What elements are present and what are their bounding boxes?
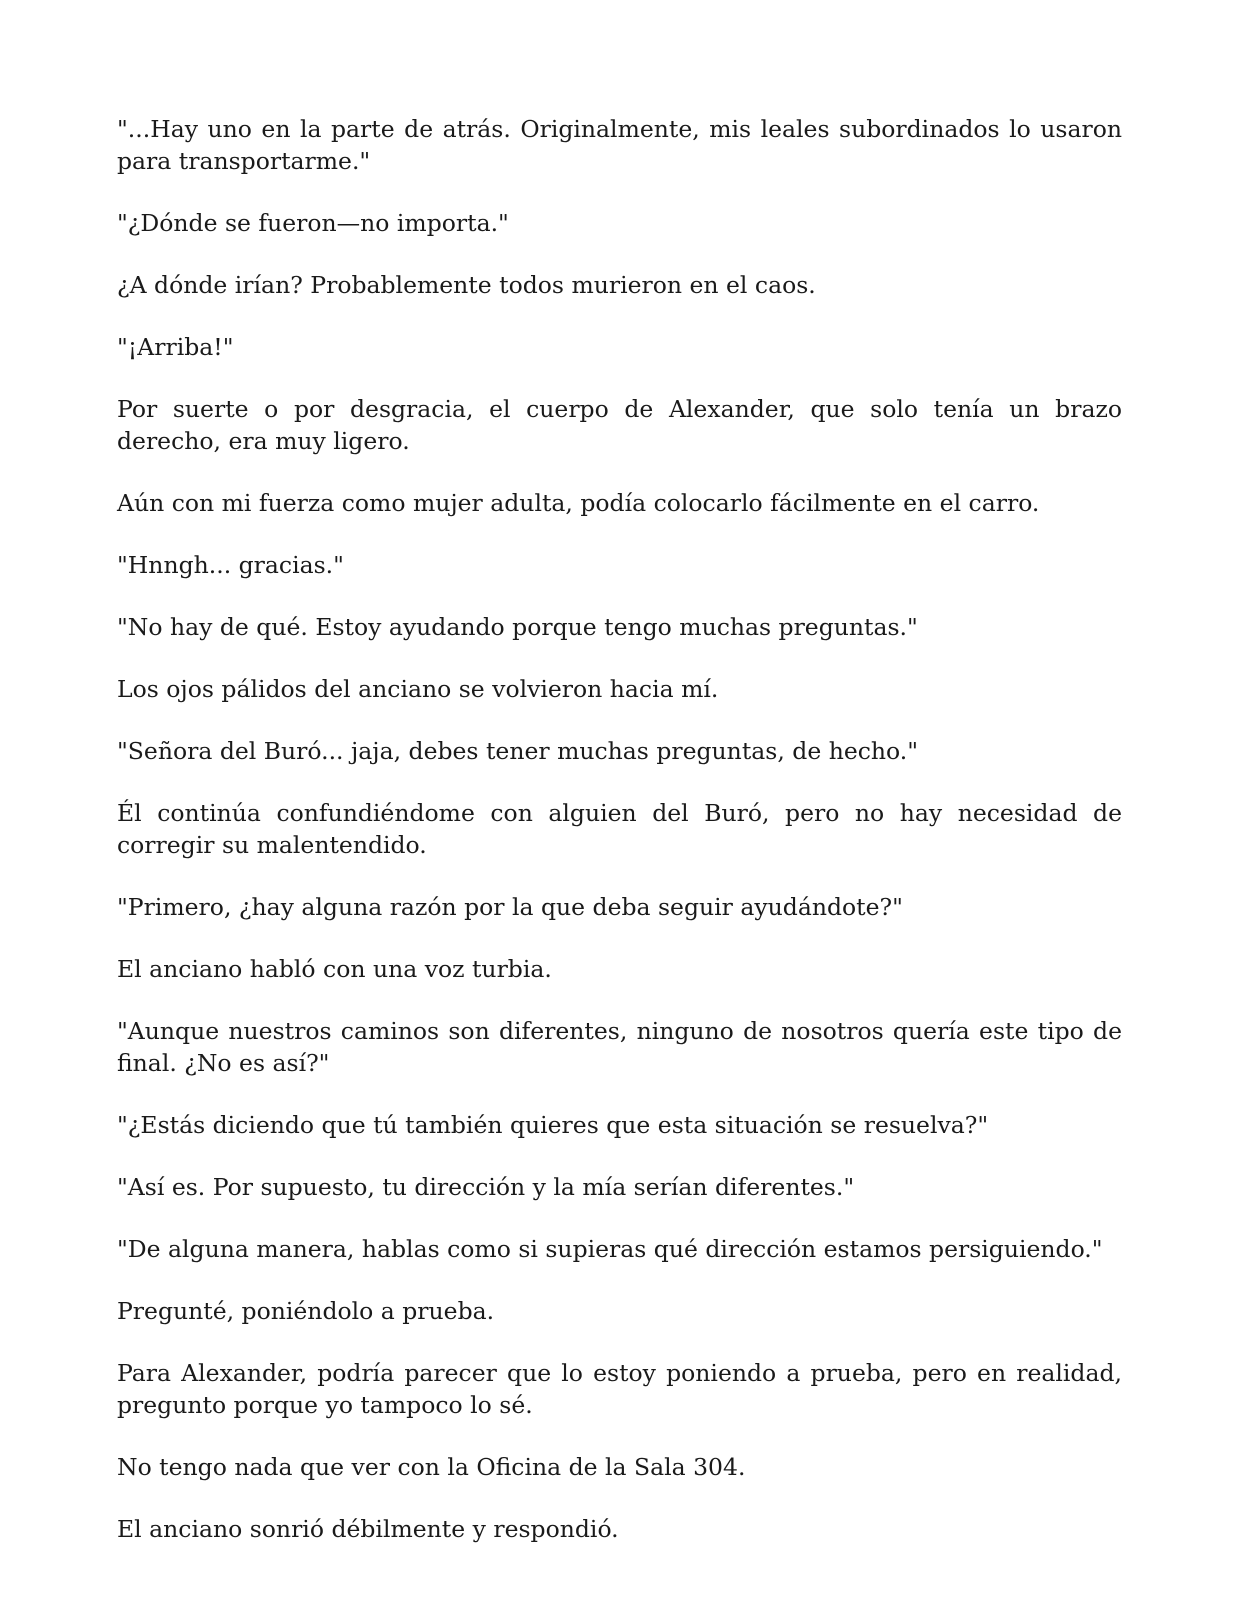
paragraph: "¿Estás diciendo que tú también quieres que esta situación se resuelva?"	[117, 1111, 989, 1139]
paragraph: "Señora del Buró... jaja, debes tener muchas preguntas, de hecho."	[117, 737, 919, 765]
paragraph: "Hnngh... gracias."	[117, 551, 344, 579]
paragraph: "No hay de qué. Estoy ayudando porque tengo muchas preguntas."	[117, 613, 918, 641]
paragraph: No tengo nada que ver con la Oficina de la Sala 304.	[117, 1453, 746, 1481]
paragraph: Por suerte o por desgracia, el cuerpo de Alexander, que solo tenía un brazo derecho, era muy ligero.	[117, 395, 1122, 455]
paragraph: "De alguna manera, hablas como si supieras qué dirección estamos persiguiendo."	[117, 1235, 1103, 1263]
paragraph: "Primero, ¿hay alguna razón por la que deba seguir ayudándote?"	[117, 893, 903, 921]
paragraph: "Aunque nuestros caminos son diferentes, ninguno de nosotros quería este tipo de final. ¿No es así?"	[117, 1017, 1122, 1077]
paragraph: Para Alexander, podría parecer que lo estoy poniendo a prueba, pero en realidad, pregunto porque yo tampoco lo sé.	[117, 1359, 1122, 1419]
paragraph: Aún con mi fuerza como mujer adulta, podía colocarlo fácilmente en el carro.	[117, 489, 1040, 517]
paragraph: Los ojos pálidos del anciano se volvieron hacia mí.	[117, 675, 719, 703]
document-body	[117, 113, 1122, 1575]
paragraph: Pregunté, poniéndolo a prueba.	[117, 1297, 495, 1325]
paragraph: El anciano sonrió débilmente y respondió.	[117, 1515, 619, 1543]
paragraph: "¡Arriba!"	[117, 333, 234, 361]
paragraph: "...Hay uno en la parte de atrás. Originalmente, mis leales subordinados lo usaron para transportarme."	[117, 115, 1122, 175]
paragraph: "Así es. Por supuesto, tu dirección y la mía serían diferentes."	[117, 1173, 855, 1201]
paragraph: El anciano habló con una voz turbia.	[117, 955, 552, 983]
paragraph: "¿Dónde se fueron—no importa."	[117, 209, 509, 237]
paragraph: Él continúa confundiéndome con alguien del Buró, pero no hay necesidad de corregir su malentendido.	[117, 799, 1122, 859]
paragraph: ¿A dónde irían? Probablemente todos murieron en el caos.	[117, 271, 816, 299]
